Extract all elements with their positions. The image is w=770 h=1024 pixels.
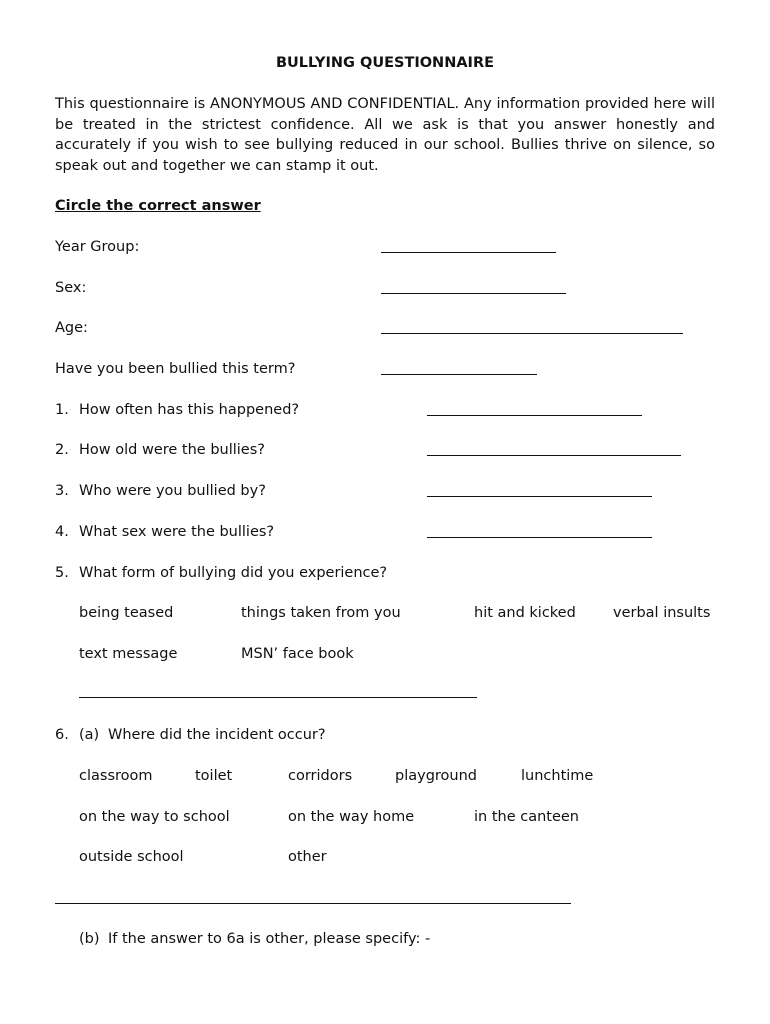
location-toilet[interactable]: toilet [195,768,233,784]
question-5 [55,563,387,583]
option-being-teased[interactable]: being teased [79,605,174,621]
question-3 [55,481,266,501]
sex-answer-line[interactable] [381,293,566,294]
location-corridors[interactable]: corridors [288,768,353,784]
question-4 [55,522,274,542]
question-1 [55,400,299,420]
question-6a [55,725,326,745]
bullied-this-term-label: Have you been bullied this term? [55,361,296,377]
sub-label: (b) [79,931,100,947]
question-6b [79,929,430,949]
question-text: If the answer to 6a is other, please specify: - [108,931,431,947]
question-1-answer-line[interactable] [427,415,642,416]
year-group-answer-line[interactable] [381,252,556,253]
question-number: 5. [55,565,69,581]
sex-label: Sex: [55,280,87,296]
question-text: Who were you bullied by? [79,483,266,499]
option-things-taken[interactable]: things taken from you [241,605,401,621]
question-number: 3. [55,483,69,499]
page-title: BULLYING QUESTIONNAIRE [275,55,495,71]
question-text: What form of bullying did you experience? [79,565,388,581]
question-number: 1. [55,402,69,418]
location-outside-school[interactable]: outside school [79,849,184,865]
location-lunchtime[interactable]: lunchtime [521,768,594,784]
question-3-answer-line[interactable] [427,496,652,497]
question-6-answer-line[interactable] [55,903,571,904]
location-way-to-school[interactable]: on the way to school [79,809,230,825]
question-5-answer-line[interactable] [79,697,477,698]
question-number: 4. [55,524,69,540]
location-playground[interactable]: playground [395,768,478,784]
bullied-this-term-answer-line[interactable] [381,374,537,375]
instruction-heading: Circle the correct answer [55,198,261,214]
question-number: 6. [55,727,69,743]
question-text: How often has this happened? [79,402,300,418]
location-canteen[interactable]: in the canteen [474,809,579,825]
intro-text: This questionnaire is ANONYMOUS AND CONFIDENTIAL. Any information provided here will be treated in the strictest confidence. All we ask is that you answer honestly and accurately if you wish to see bullying reduced in our school. Bullies thrive on silence, so speak out and together we can stamp it out. [55,96,715,174]
option-text-message[interactable]: text message [79,646,178,662]
age-answer-line[interactable] [381,333,683,334]
question-2 [55,440,265,460]
option-msn-facebook[interactable]: MSN’ face book [241,646,354,662]
question-number: 2. [55,442,69,458]
question-text: What sex were the bullies? [79,524,275,540]
location-classroom[interactable]: classroom [79,768,153,784]
year-group-label: Year Group: [55,239,140,255]
question-2-answer-line[interactable] [427,455,681,456]
option-verbal-insults[interactable]: verbal insults [613,605,711,621]
location-other[interactable]: other [288,849,327,865]
question-4-answer-line[interactable] [427,537,652,538]
question-text: How old were the bullies? [79,442,265,458]
age-label: Age: [55,320,88,336]
location-way-home[interactable]: on the way home [288,809,415,825]
sub-label: (a) [79,727,100,743]
intro-paragraph [55,94,715,176]
option-hit-and-kicked[interactable]: hit and kicked [474,605,576,621]
question-text: Where did the incident occur? [108,727,326,743]
